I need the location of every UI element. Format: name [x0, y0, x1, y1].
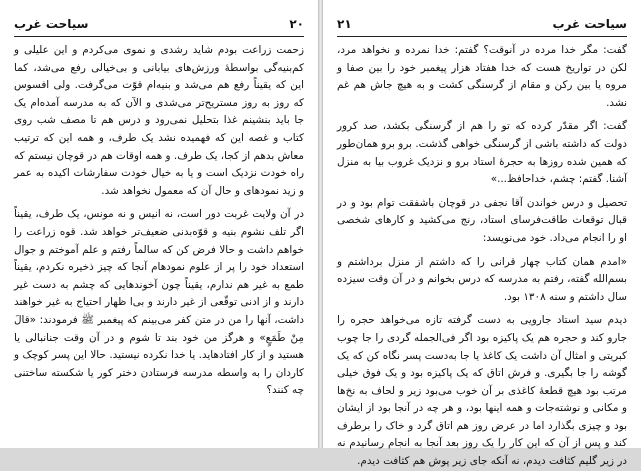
- right-header-rule: [337, 36, 627, 37]
- left-header-rule: [14, 36, 304, 37]
- right-paragraph-2: گفت: اگر مقدّر کرده که تو را هم از گرسنگی بکشد، صد کرور دولت که داشته باشی از گرسنگی خواهی گذشت. برو برو همان‌طور که همین شده روزها به حجرهٔ استاد برو و نزدیک غروب بیا به منزل آشنا. گفتم: چشم، خداحافظ...»: [337, 120, 627, 186]
- right-paragraph-3: تحصیل و درس خواندن آقا نجفی در قوچان باشفقت توام بود و در قبال توقعات طاقت‌فرسای استاد، رنج می‌کشید و کارهای شخصی او را انجام می‌داد. خود می‌نویسد:: [337, 196, 627, 244]
- right-paragraph-4: «امدم همان کتاب چهار قرانی را که داشتم از منزل برداشتم و بسم‌الله گفته، رفتم به مدرسه که درس بخوانم و در آن وقت سیزده سال داشتم و سنه ۱۳۰۸ بود.: [337, 255, 627, 303]
- right-page-number: ۲۱: [337, 17, 352, 31]
- left-page-header: [14, 16, 304, 32]
- left-page-title: سیاحت غرب: [14, 17, 89, 31]
- left-page-number: ۲۰: [289, 17, 304, 31]
- right-page-header: [337, 16, 627, 32]
- left-page: [0, 0, 318, 448]
- right-paragraph-1: گفت: مگر خدا مرده در آنوقت؟ گفتم: خدا نمرده و نخواهد مرد، لکن در تواریخ هست که خدا هفتاد هزار پیغمبر خود را بین صفا و مروه یا بین رکن و مقام از گرسنگی کشت و به هیچ جاش هم غم نشد.: [337, 44, 627, 109]
- right-page-body: [337, 42, 627, 468]
- right-paragraph-5: دیدم سید استاد جارویی به دست گرفته تازه می‌خواهد حجره را جارو کند و حجره هم یک پاکیزه بود اگر فی‌الجمله گردی را جا چوب کبریتی و امثال آن داشت یک کاغذ یا جا به‌دست پسر نگاه کن که یک گوشه را جا بگیری. و فرش اتاق که یک پاکیزه بود و یک فوق خیلی مرتب بود هیچ قطعهٔ کاغذی بر آن خوب می‌بود زیر و لحاف به نخ‌ها و مکانی و نوشته‌جات و همه اینها بود، و هر چه در آنجا بود از ایشان بود و چیزی بگذارد اما در عرض روز هم اتاق گرد و خاک را برطرف کند و پس از آن که این کار را یک روز بعد آنجا به انجام رسانیدم نه در زیر گلیم کثافت دیدم، نه آنکه جای زیر پوش هم کثافت دیدم.: [337, 314, 627, 468]
- left-page-body: [14, 42, 304, 442]
- right-page-title: سیاحت غرب: [552, 17, 627, 31]
- left-paragraph-2: در آن ولایت غربت دور است، نه انیس و نه مونس، یک طرف، یقیناً اگر تلف نشوم بنیه و قوّه‌بدنی ضعیف‌تر خواهد شد. قوه زراعت را خواهم داشت و حالا فرض کن که سالماً رفتم و علم آموختم و جوال استعداد خود را پر از علوم نمودهام آنجا که چیز ذخیره نکردم، یقیناً طمع به غیر هم ندارم، یقیناً چون آخوندهایی که چشم به دست غیر دارند و از ادنی توقّعی از غیر دارند و بی‌ا ظهار احتیاج به غیر خواهند داشت، آنها را من در متن کفر می‌بینم که پیغمبر ﷺ فرمودند: «قالَ مِنْ طَمَعٍ» و هرگز من خود بند تا شوم و در آن وقت جنانبالی یا هستید و از کار افتادهاید. یا خدا نکرده نیستید. حالا این پسر کوچک و کاردان را به واسطه مدرسه فرستادن دختر کور یا شکسته ساختنی چه کنند؟: [14, 208, 304, 397]
- left-paragraph-1: زحمت زراعت بودم شاید رشدی و نموی می‌کردم و این علیلی و کم‌بنیه‌گی بواسطهٔ ورزش‌های بیابانی و بی‌خیالی رفع می‌شد، کما این که یقیناً رفع هم می‌شد و بنیه‌ام قوّت می‌گرفت. ولی افسوس که روز به روز مستریح‌تر می‌شدی و الآن که به مدرسه آمده‌ام یک جا باید بنشینم غذا بتحلیل نمی‌رود و درس هم تا مصف شب روی کتاب و غصه این که فهمیده نشد یک طرف، و همه این که ترتیب معاش بدهم از کجا، یک طرف. و همه اوقات هم در قوچان نیستم که راه خودت نزدیک است و یا به خیال خودت سفارشات اکیده به عمر و زید نمودهای و حال آن که معمول نخواهد شد.: [14, 44, 304, 197]
- right-page: [323, 0, 641, 468]
